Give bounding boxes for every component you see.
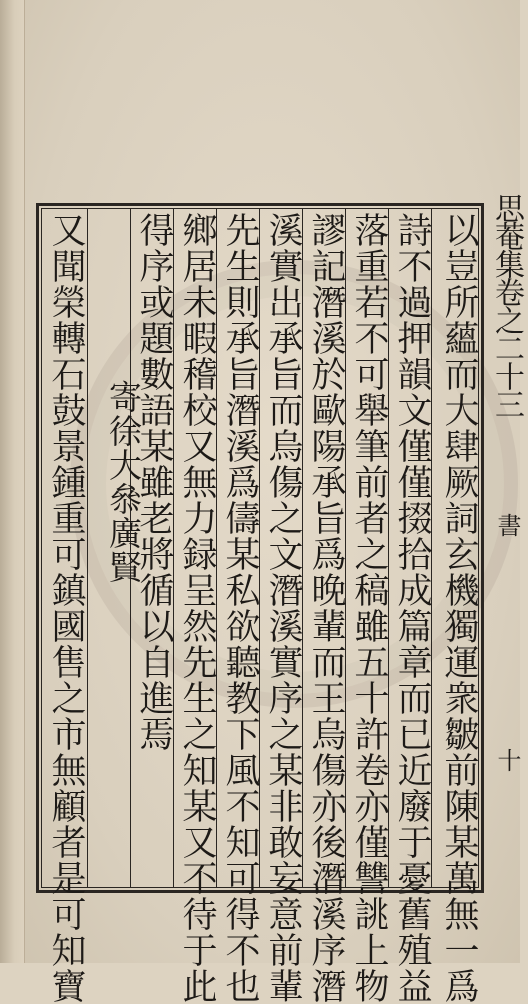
column-rule	[87, 208, 88, 888]
text-column: 以豈所蘊而大肆厥詞玄機獨運衆皺前陳某萬無一爲	[439, 212, 479, 1004]
text-column: 鄉居未暇稽校又無力録呈然先生之知某又不待于此	[177, 212, 217, 1004]
text-column: 詩不過押韻文僅僅掇拾成篇章而已近廢于憂舊殖益	[392, 212, 432, 1004]
text-column: 謬記潛溪於歐陽承旨爲晚輩而王烏傷亦後潛溪序潛	[306, 212, 346, 1004]
page-edge	[0, 0, 25, 963]
collection-title: 思菴集卷之二十三	[489, 193, 524, 417]
leaf-number: 十	[493, 748, 521, 772]
text-column: 又聞榮轉石鼓景鍾重可鎮國售之市無顧者是可知寶	[46, 212, 86, 1004]
text-column: 先生則承旨潛溪爲儔某私欲聽教下風不知可得不也	[220, 212, 260, 1004]
text-column: 落重若不可舉筆前者之稿雖五十許卷亦僅讐誂上物	[349, 212, 389, 1004]
category-label: 書	[493, 513, 521, 537]
letter-heading: 寄徐大叅廣賢	[104, 380, 143, 584]
banxin-margin	[484, 193, 524, 893]
text-column: 溪實出承旨而烏傷之文潛溪實序之某非敢妄意前輩	[263, 212, 303, 1004]
text-column: 得序或題數語某雖老將循以自進焉	[134, 212, 174, 752]
